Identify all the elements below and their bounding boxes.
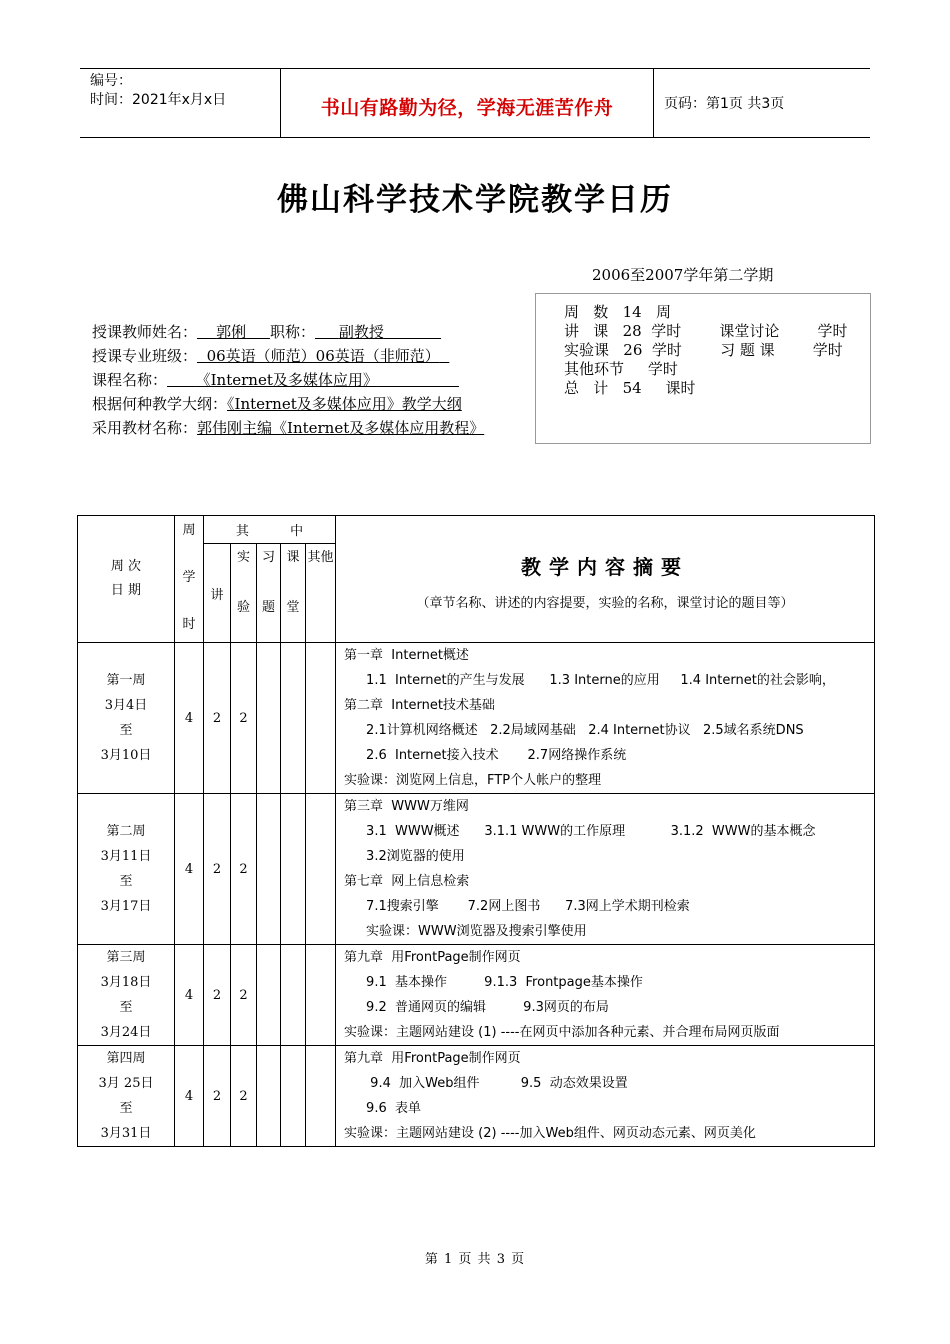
hours-cell: 4 [175, 643, 204, 794]
of-which-header: 其 中 [204, 516, 336, 544]
content-line: 9.2 普通网页的编辑 9.3网页的布局 [366, 1000, 609, 1015]
hours-cell: 4 [175, 945, 204, 1046]
hours-cell: 4 [175, 1046, 204, 1147]
page-footer: 第 1 页 共 3 页 [424, 1252, 526, 1267]
hours-other: 其他环节 学时 [564, 360, 678, 378]
syllabus-label: 根据何种教学大纲： [92, 395, 228, 413]
hours-lecture: 讲 课 28 学时 课堂讨论 学时 [564, 322, 848, 340]
content-line: 第九章 用FrontPage制作网页 [344, 1051, 521, 1066]
class-row [92, 344, 522, 368]
header-motto-cell [281, 69, 654, 137]
content-summary-cell [336, 643, 875, 794]
lab-header: 实 验 [231, 544, 257, 643]
page-title: 佛山科学技术学院教学日历 [277, 182, 673, 218]
content-summary-cell [336, 1046, 875, 1147]
lab-cell: 2 [231, 643, 257, 794]
content-line: 2.1计算机网络概述 2.2局域网基础 2.4 Internet协议 2.5域名系统DNS [366, 723, 804, 738]
lecture-cell: 2 [204, 945, 231, 1046]
other-cell [306, 945, 336, 1046]
number-label: 编号： [90, 73, 132, 89]
discussion-header: 课 堂 [281, 544, 306, 643]
week-date-cell: 第二周 3月11日 至 3月17日 [78, 794, 175, 945]
other-header: 其他 [306, 544, 336, 643]
teacher-name: 郭俐 [216, 323, 247, 341]
content-line: 第九章 用FrontPage制作网页 [344, 950, 521, 965]
table-header-row [78, 516, 875, 544]
content-summary-cell [336, 945, 875, 1046]
other-cell [306, 1046, 336, 1147]
course-value: 《Internet及多媒体应用》 [195, 371, 378, 389]
discussion-cell [281, 794, 306, 945]
schedule-table [77, 515, 875, 1147]
rank-value: 副教授 [338, 323, 384, 341]
lecture-cell: 2 [204, 794, 231, 945]
lecture-header: 讲 [204, 544, 231, 643]
content-line: 9.1 基本操作 9.1.3 Frontpage基本操作 [366, 975, 643, 990]
week-hours-header: 周 学 时 [175, 516, 204, 643]
hours-summary-box [535, 293, 871, 444]
rank-label: 职称： [269, 323, 315, 341]
week-date-header: 周 次 日 期 [78, 516, 175, 643]
exercise-cell [257, 794, 281, 945]
schedule-rows [78, 643, 875, 1147]
content-line: 实验课：浏览网上信息，FTP个人帐户的整理 [344, 773, 602, 788]
textbook-row [92, 416, 522, 440]
exercise-cell [257, 1046, 281, 1147]
discussion-cell [281, 643, 306, 794]
hours-cell: 4 [175, 794, 204, 945]
content-line: 第二章 Internet技术基础 [344, 698, 495, 713]
class-value: 06英语（师范）06英语（非师范） [206, 347, 440, 365]
table-row [78, 643, 875, 794]
content-line: 3.1 WWW概述 3.1.1 WWW的工作原理 3.1.2 WWW的基本概念 [366, 824, 816, 839]
exercise-cell [257, 945, 281, 1046]
lab-cell: 2 [231, 1046, 257, 1147]
lab-cell: 2 [231, 794, 257, 945]
other-cell [306, 643, 336, 794]
discussion-cell [281, 1046, 306, 1147]
content-line: 1.1 Internet的产生与发展 1.3 Interne的应用 1.4 Internet的社会影响， [366, 673, 835, 688]
week-date-cell: 第四周 3月 25日 至 3月31日 [78, 1046, 175, 1147]
hours-weeks: 周 数 14 周 [564, 303, 671, 321]
page-label: 页码：第1页 共3页 [664, 96, 785, 112]
course-info [92, 320, 522, 440]
table-row [78, 945, 875, 1046]
course-label: 课程名称： [92, 371, 168, 389]
content-line: 7.1搜索引擎 7.2网上图书 7.3网上学术期刊检索 [366, 899, 690, 914]
teacher-label: 授课教师姓名： [92, 323, 198, 341]
lecture-cell: 2 [204, 1046, 231, 1147]
table-row [78, 1046, 875, 1147]
exercise-header: 习 题 [257, 544, 281, 643]
week-date-cell: 第三周 3月18日 至 3月24日 [78, 945, 175, 1046]
content-line: 第一章 Internet概述 [344, 648, 469, 663]
content-line: 实验课：主题网站建设 (1) ----在网页中添加各种元素、并合理布局网页版面 [344, 1025, 780, 1040]
textbook-label: 采用教材名称： [92, 419, 198, 437]
content-line: 第七章 网上信息检索 [344, 874, 470, 889]
table-row [78, 794, 875, 945]
class-label: 授课专业班级： [92, 347, 198, 365]
header-left-cell [80, 69, 281, 137]
discussion-cell [281, 945, 306, 1046]
syllabus-value: 《Internet及多媒体应用》教学大纲 [227, 395, 462, 413]
exercise-cell [257, 643, 281, 794]
content-line: 9.4 加入Web组件 9.5 动态效果设置 [366, 1076, 628, 1091]
hours-total: 总 计 54 课时 [564, 379, 696, 397]
course-row [92, 368, 522, 392]
lab-cell: 2 [231, 945, 257, 1046]
teacher-row [92, 320, 522, 344]
week-date-cell: 第一周 3月4日 至 3月10日 [78, 643, 175, 794]
motto-text: 书山有路勤为径，学海无涯苦作舟 [320, 97, 614, 119]
time-label: 时间：2021年x月x日 [90, 92, 227, 108]
document-header [80, 68, 870, 138]
lecture-cell: 2 [204, 643, 231, 794]
header-right-cell [654, 69, 870, 137]
content-line: 实验课：WWW浏览器及搜索引擎使用 [366, 924, 587, 939]
hours-lab: 实验课 26 学时 习 题 课 学时 [564, 341, 843, 359]
syllabus-row [92, 392, 522, 416]
content-line: 9.6 表单 [366, 1101, 421, 1116]
summary-header: 教学内容摘要 （章节名称、讲述的内容提要，实验的名称，课堂讨论的题目等） [336, 516, 875, 643]
content-line: 实验课：主题网站建设 (2) ----加入Web组件、网页动态元素、网页美化 [344, 1126, 756, 1141]
content-line: 2.6 Internet接入技术 2.7网络操作系统 [366, 748, 627, 763]
textbook-value: 郭伟刚主编《Internet及多媒体应用教程》 [197, 419, 485, 437]
other-cell [306, 794, 336, 945]
content-line: 3.2浏览器的使用 [366, 849, 465, 864]
content-summary-cell [336, 794, 875, 945]
term-label: 2006至2007学年第二学期 [592, 266, 774, 284]
content-line: 第三章 WWW万维网 [344, 799, 469, 814]
